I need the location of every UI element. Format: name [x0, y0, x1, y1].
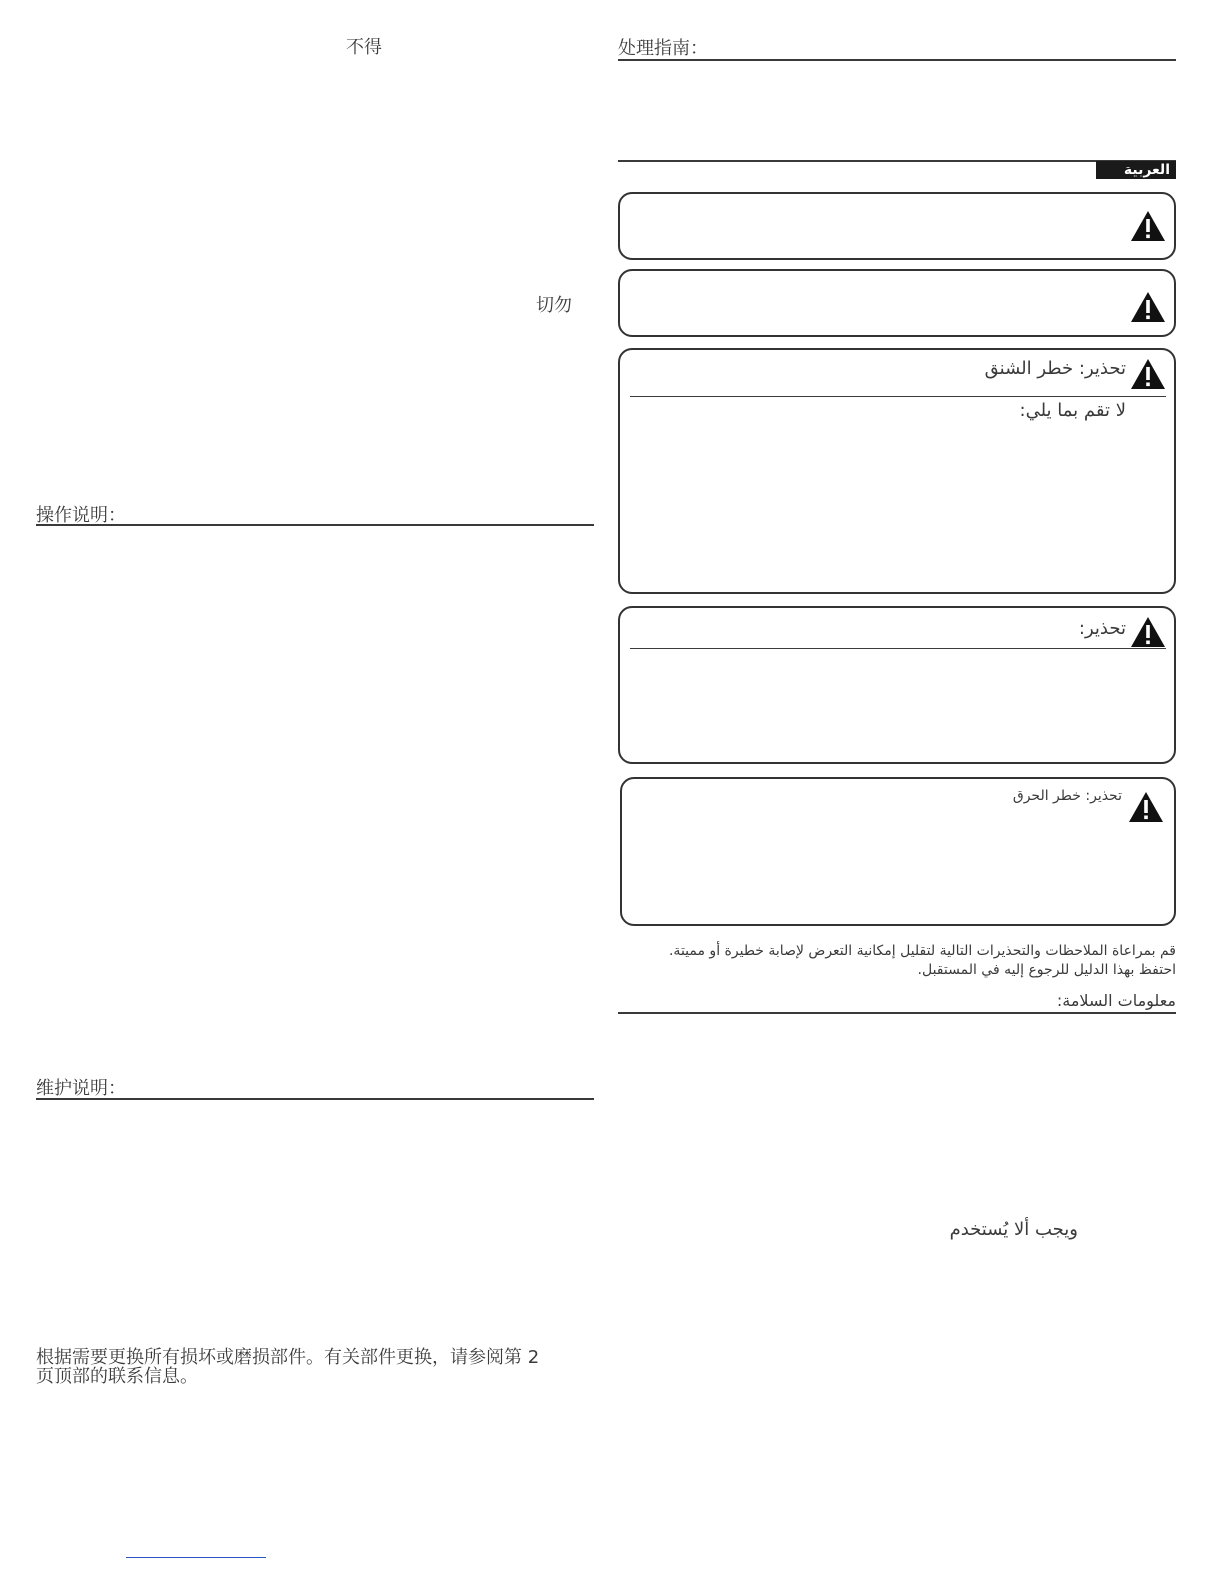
- safety-intro-line-1: قم بمراعاة الملاحظات والتحذيرات التالية لتقليل إمكانية التعرض لإصابة خطيرة أو مميتة.: [668, 943, 1176, 959]
- operation-heading-rule: [36, 524, 594, 526]
- language-tab-arabic: العربية: [1096, 161, 1176, 179]
- disposal-heading: 处理指南：: [618, 38, 708, 59]
- warning-generic-title: تحذير:: [1078, 618, 1126, 639]
- warning-box-strangulation: [618, 348, 1176, 594]
- warning-generic-rule: [630, 648, 1166, 649]
- safety-intro-line-2: احتفظ بهذا الدليل للرجوع إليه في المستقبل.: [917, 962, 1176, 978]
- warning-box-1: [618, 192, 1176, 260]
- maintenance-heading-rule: [36, 1098, 594, 1100]
- warning-triangle-icon: [1130, 358, 1166, 390]
- warning-triangle-icon: [1130, 210, 1166, 242]
- warning-box-2: [618, 269, 1176, 337]
- replace-parts-line-2: 页顶部的联系信息。: [36, 1366, 198, 1387]
- warning-strangulation-subtitle: لا تقم بما يلي:: [1019, 400, 1126, 421]
- warning-triangle-icon: [1128, 791, 1164, 823]
- hyperlink-underline[interactable]: [126, 1557, 266, 1558]
- warning-triangle-icon: [1130, 616, 1166, 648]
- left-mid-fragment: 切勿: [536, 295, 572, 316]
- warning-box-burn: [620, 777, 1176, 926]
- disposal-heading-rule: [618, 59, 1176, 61]
- replace-parts-line-1: 根据需要更换所有损坏或磨损部件。有关部件更换，请参阅第 2: [36, 1347, 540, 1368]
- warning-triangle-icon: [1130, 291, 1166, 323]
- warning-burn-title: تحذير: خطر الحرق: [1012, 788, 1122, 804]
- maintenance-heading: 维护说明：: [36, 1078, 126, 1099]
- left-top-fragment: 不得: [346, 37, 382, 58]
- must-not-be-used-fragment: ويجب ألا يُستخدم: [949, 1219, 1078, 1240]
- warning-strangulation-rule: [630, 396, 1166, 397]
- safety-heading: معلومات السلامة:: [1056, 991, 1176, 1010]
- operation-heading: 操作说明：: [36, 505, 126, 526]
- language-section-rule: [618, 160, 1176, 162]
- warning-box-generic: [618, 606, 1176, 764]
- warning-strangulation-title: تحذير: خطر الشنق: [984, 358, 1126, 379]
- safety-heading-rule: [618, 1012, 1176, 1014]
